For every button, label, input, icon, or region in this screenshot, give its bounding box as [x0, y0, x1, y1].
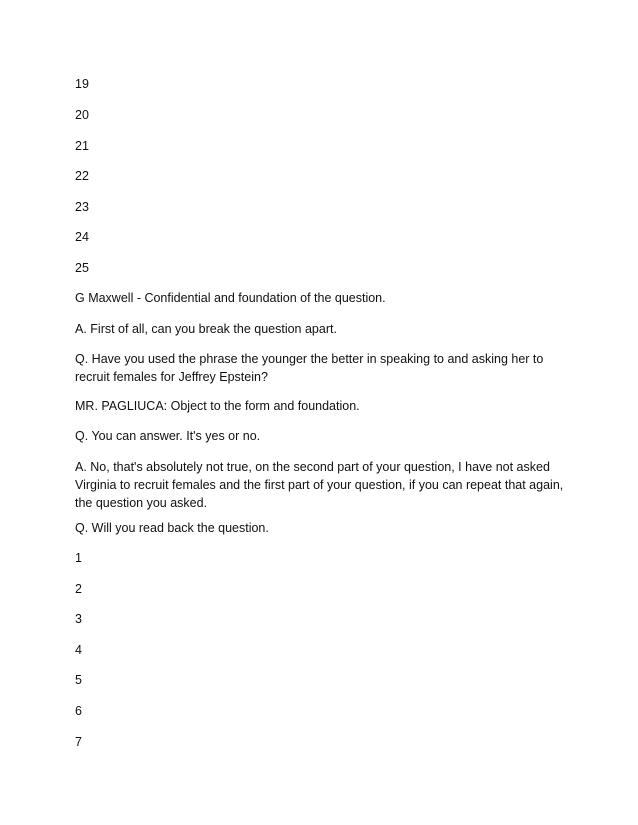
line-number-3: 3 [75, 612, 82, 626]
objection-paragraph: MR. PAGLIUCA: Object to the form and foundation. [75, 399, 360, 413]
line-number-24: 24 [75, 230, 89, 244]
line-number-7: 7 [75, 735, 82, 749]
question-paragraph-1: Q. Have you used the phrase the younger the better in speaking to and asking her to recruit females for Jeffrey Epstein? [75, 352, 544, 384]
line-number-25: 25 [75, 261, 89, 275]
line-number-6: 6 [75, 704, 82, 718]
line-number-20: 20 [75, 108, 89, 122]
line-number-23: 23 [75, 200, 89, 214]
line-number-21: 21 [75, 139, 89, 153]
question-paragraph-2: Q. You can answer. It's yes or no. [75, 429, 261, 443]
line-number-22: 22 [75, 169, 89, 183]
line-number-4: 4 [75, 643, 82, 657]
transcript-header-line: G Maxwell - Confidential and foundation of the question. [75, 291, 386, 305]
line-number-1: 1 [75, 551, 82, 565]
line-number-2: 2 [75, 582, 82, 596]
answer-paragraph-2: A. No, that's absolutely not true, on the second part of your question, I have not asked Virginia to recruit females and the first part of your question, if you can repeat that again, the question you asked. [75, 460, 564, 510]
line-number-19: 19 [75, 77, 89, 91]
line-number-5: 5 [75, 673, 82, 687]
answer-paragraph-1: A. First of all, can you break the question apart. [75, 322, 337, 336]
question-paragraph-3: Q. Will you read back the question. [75, 521, 269, 535]
